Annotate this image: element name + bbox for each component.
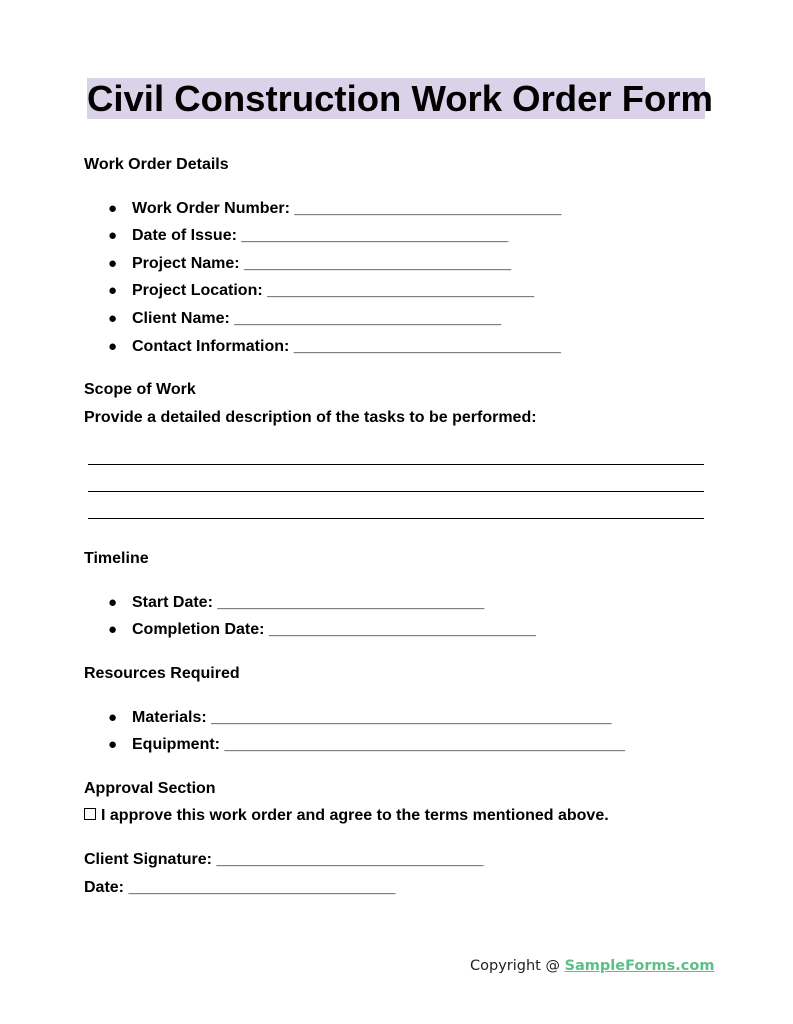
field-approval-date[interactable] [84,878,395,898]
field-label: Contact Information: [132,338,290,355]
field-client-name[interactable] [108,309,501,329]
field-blank[interactable]: ______________________________ [268,621,536,638]
bullet-icon: ● [108,736,118,753]
field-label: Project Name: [132,255,240,272]
bullet-icon: ● [108,338,118,355]
bullet-icon: ● [108,227,118,244]
field-label: Client Signature: [84,851,213,868]
bullet-icon: ● [108,200,118,217]
field-label: Date of Issue: [132,227,237,244]
field-contact-information[interactable] [108,337,561,357]
field-client-signature[interactable] [84,850,483,870]
section-heading-resources: Resources Required [84,665,240,682]
approval-checkbox-label: I approve this work order and agree to the terms mentioned above. [101,807,609,824]
scope-prompt: Provide a detailed description of the tasks to be performed: [84,409,537,426]
page-title: Civil Construction Work Order Form [87,78,713,119]
field-project-location[interactable] [108,281,534,301]
bullet-icon: ● [108,255,118,272]
field-label: Client Name: [132,310,230,327]
scope-line-3[interactable] [88,518,704,519]
bullet-icon: ● [108,709,118,726]
copyright-footer [470,958,714,974]
approval-checkbox[interactable] [84,808,96,820]
field-label: Completion Date: [132,621,265,638]
section-heading-approval: Approval Section [84,780,216,797]
field-blank[interactable]: ______________________________ [267,282,535,299]
field-blank[interactable]: ______________________________ [217,594,485,611]
field-label: Materials: [132,709,207,726]
section-heading-timeline: Timeline [84,550,149,567]
field-blank[interactable]: _____________________________________________ [211,709,612,726]
field-blank[interactable]: ______________________________ [293,338,561,355]
bullet-icon: ● [108,282,118,299]
field-completion-date[interactable] [108,620,536,640]
field-blank[interactable]: _____________________________________________ [224,736,625,753]
field-work-order-number[interactable] [108,199,561,219]
field-date-of-issue[interactable] [108,226,508,246]
field-blank[interactable]: ______________________________ [241,227,509,244]
brand-link[interactable]: SampleForms.com [564,958,715,974]
section-heading-scope: Scope of Work [84,381,196,398]
approval-checkbox-row[interactable] [84,806,609,826]
field-blank[interactable]: ______________________________ [128,879,396,896]
bullet-icon: ● [108,621,118,638]
scope-line-2[interactable] [88,491,704,492]
field-blank[interactable]: ______________________________ [294,200,562,217]
field-label: Project Location: [132,282,263,299]
field-equipment[interactable] [108,735,625,755]
field-blank[interactable]: ______________________________ [244,255,511,272]
bullet-icon: ● [108,310,118,327]
field-project-name[interactable] [108,254,511,274]
field-label: Date: [84,879,125,896]
field-label: Work Order Number: [132,200,290,217]
field-blank[interactable]: ______________________________ [234,310,502,327]
field-materials[interactable] [108,708,612,728]
copyright-prefix: Copyright @ [470,958,565,974]
field-blank[interactable]: ______________________________ [216,851,484,868]
field-label: Equipment: [132,736,220,753]
field-start-date[interactable] [108,593,484,613]
section-heading-work-order: Work Order Details [84,156,229,173]
bullet-icon: ● [108,594,118,611]
scope-line-1[interactable] [88,464,704,465]
field-label: Start Date: [132,594,213,611]
